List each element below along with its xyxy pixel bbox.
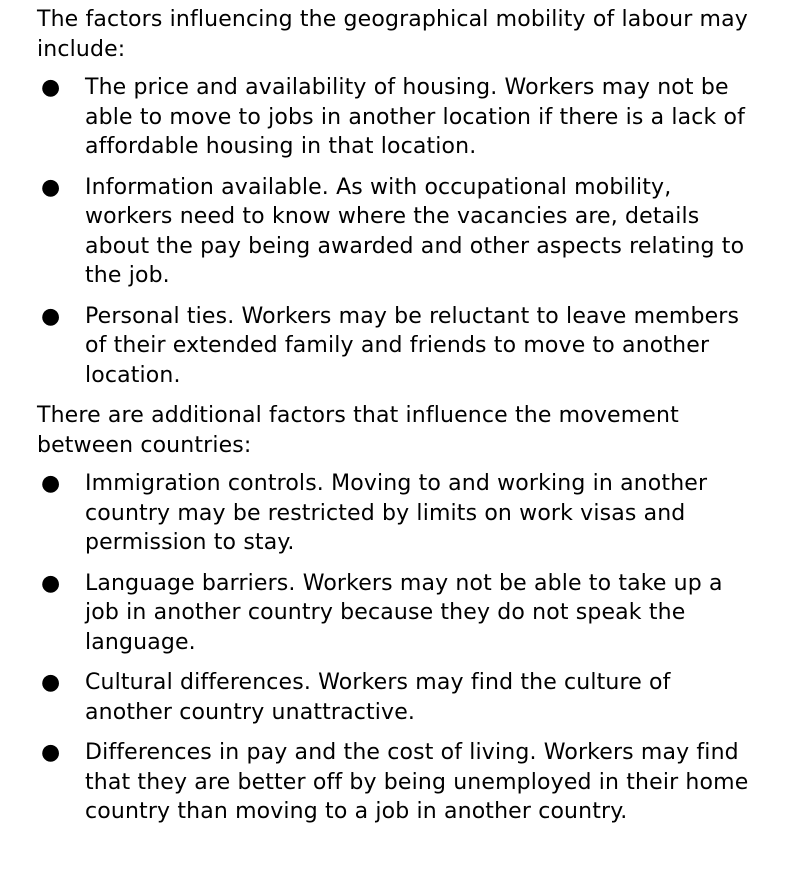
bullet-icon: ● xyxy=(41,670,61,695)
list-item-text: Personal ties. Workers may be reluctant to leave members of their extended family and friends to move to another location. xyxy=(85,303,740,388)
bullet-icon: ● xyxy=(41,740,61,765)
bullet-icon: ● xyxy=(41,174,61,200)
list-item xyxy=(37,173,750,291)
list-item-text: Cultural differences. Workers may find the culture of another country unattractive. xyxy=(85,670,671,725)
list-item-text: Language barriers. Workers may not be able to take up a job in another country because they do not speak the language. xyxy=(85,570,723,655)
intro-paragraph-geographical-mobility: The factors influencing the geographical mobility of labour may include: xyxy=(37,7,748,62)
bullet-icon: ● xyxy=(41,75,61,100)
list-item-text: Information available. As with occupational mobility, workers need to know where the vacancies are, details about the pay being awarded and other aspects relating to the job. xyxy=(85,174,745,288)
bullet-icon: ● xyxy=(41,303,61,329)
list-item xyxy=(37,469,750,558)
intro-paragraph-between-countries: There are additional factors that influence the movement between countries: xyxy=(37,403,679,458)
bullet-icon: ● xyxy=(41,570,61,596)
list-item xyxy=(37,302,750,391)
list-item xyxy=(37,738,750,827)
between-countries-factors-list xyxy=(37,469,750,827)
list-item xyxy=(37,668,750,727)
list-item-text: The price and availability of housing. Workers may not be able to move to jobs in another location if there is a lack of affordable housing in that location. xyxy=(85,75,746,159)
list-item-text: Immigration controls. Moving to and working in another country may be restricted by limits on work visas and permission to stay. xyxy=(85,471,708,555)
list-item xyxy=(37,569,750,658)
list-item xyxy=(37,73,750,162)
bullet-icon: ● xyxy=(41,471,61,496)
list-item-text: Differences in pay and the cost of living. Workers may find that they are better off by being unemployed in their home country than moving to a job in another country. xyxy=(85,740,749,824)
geographical-mobility-factors-list xyxy=(37,73,750,390)
